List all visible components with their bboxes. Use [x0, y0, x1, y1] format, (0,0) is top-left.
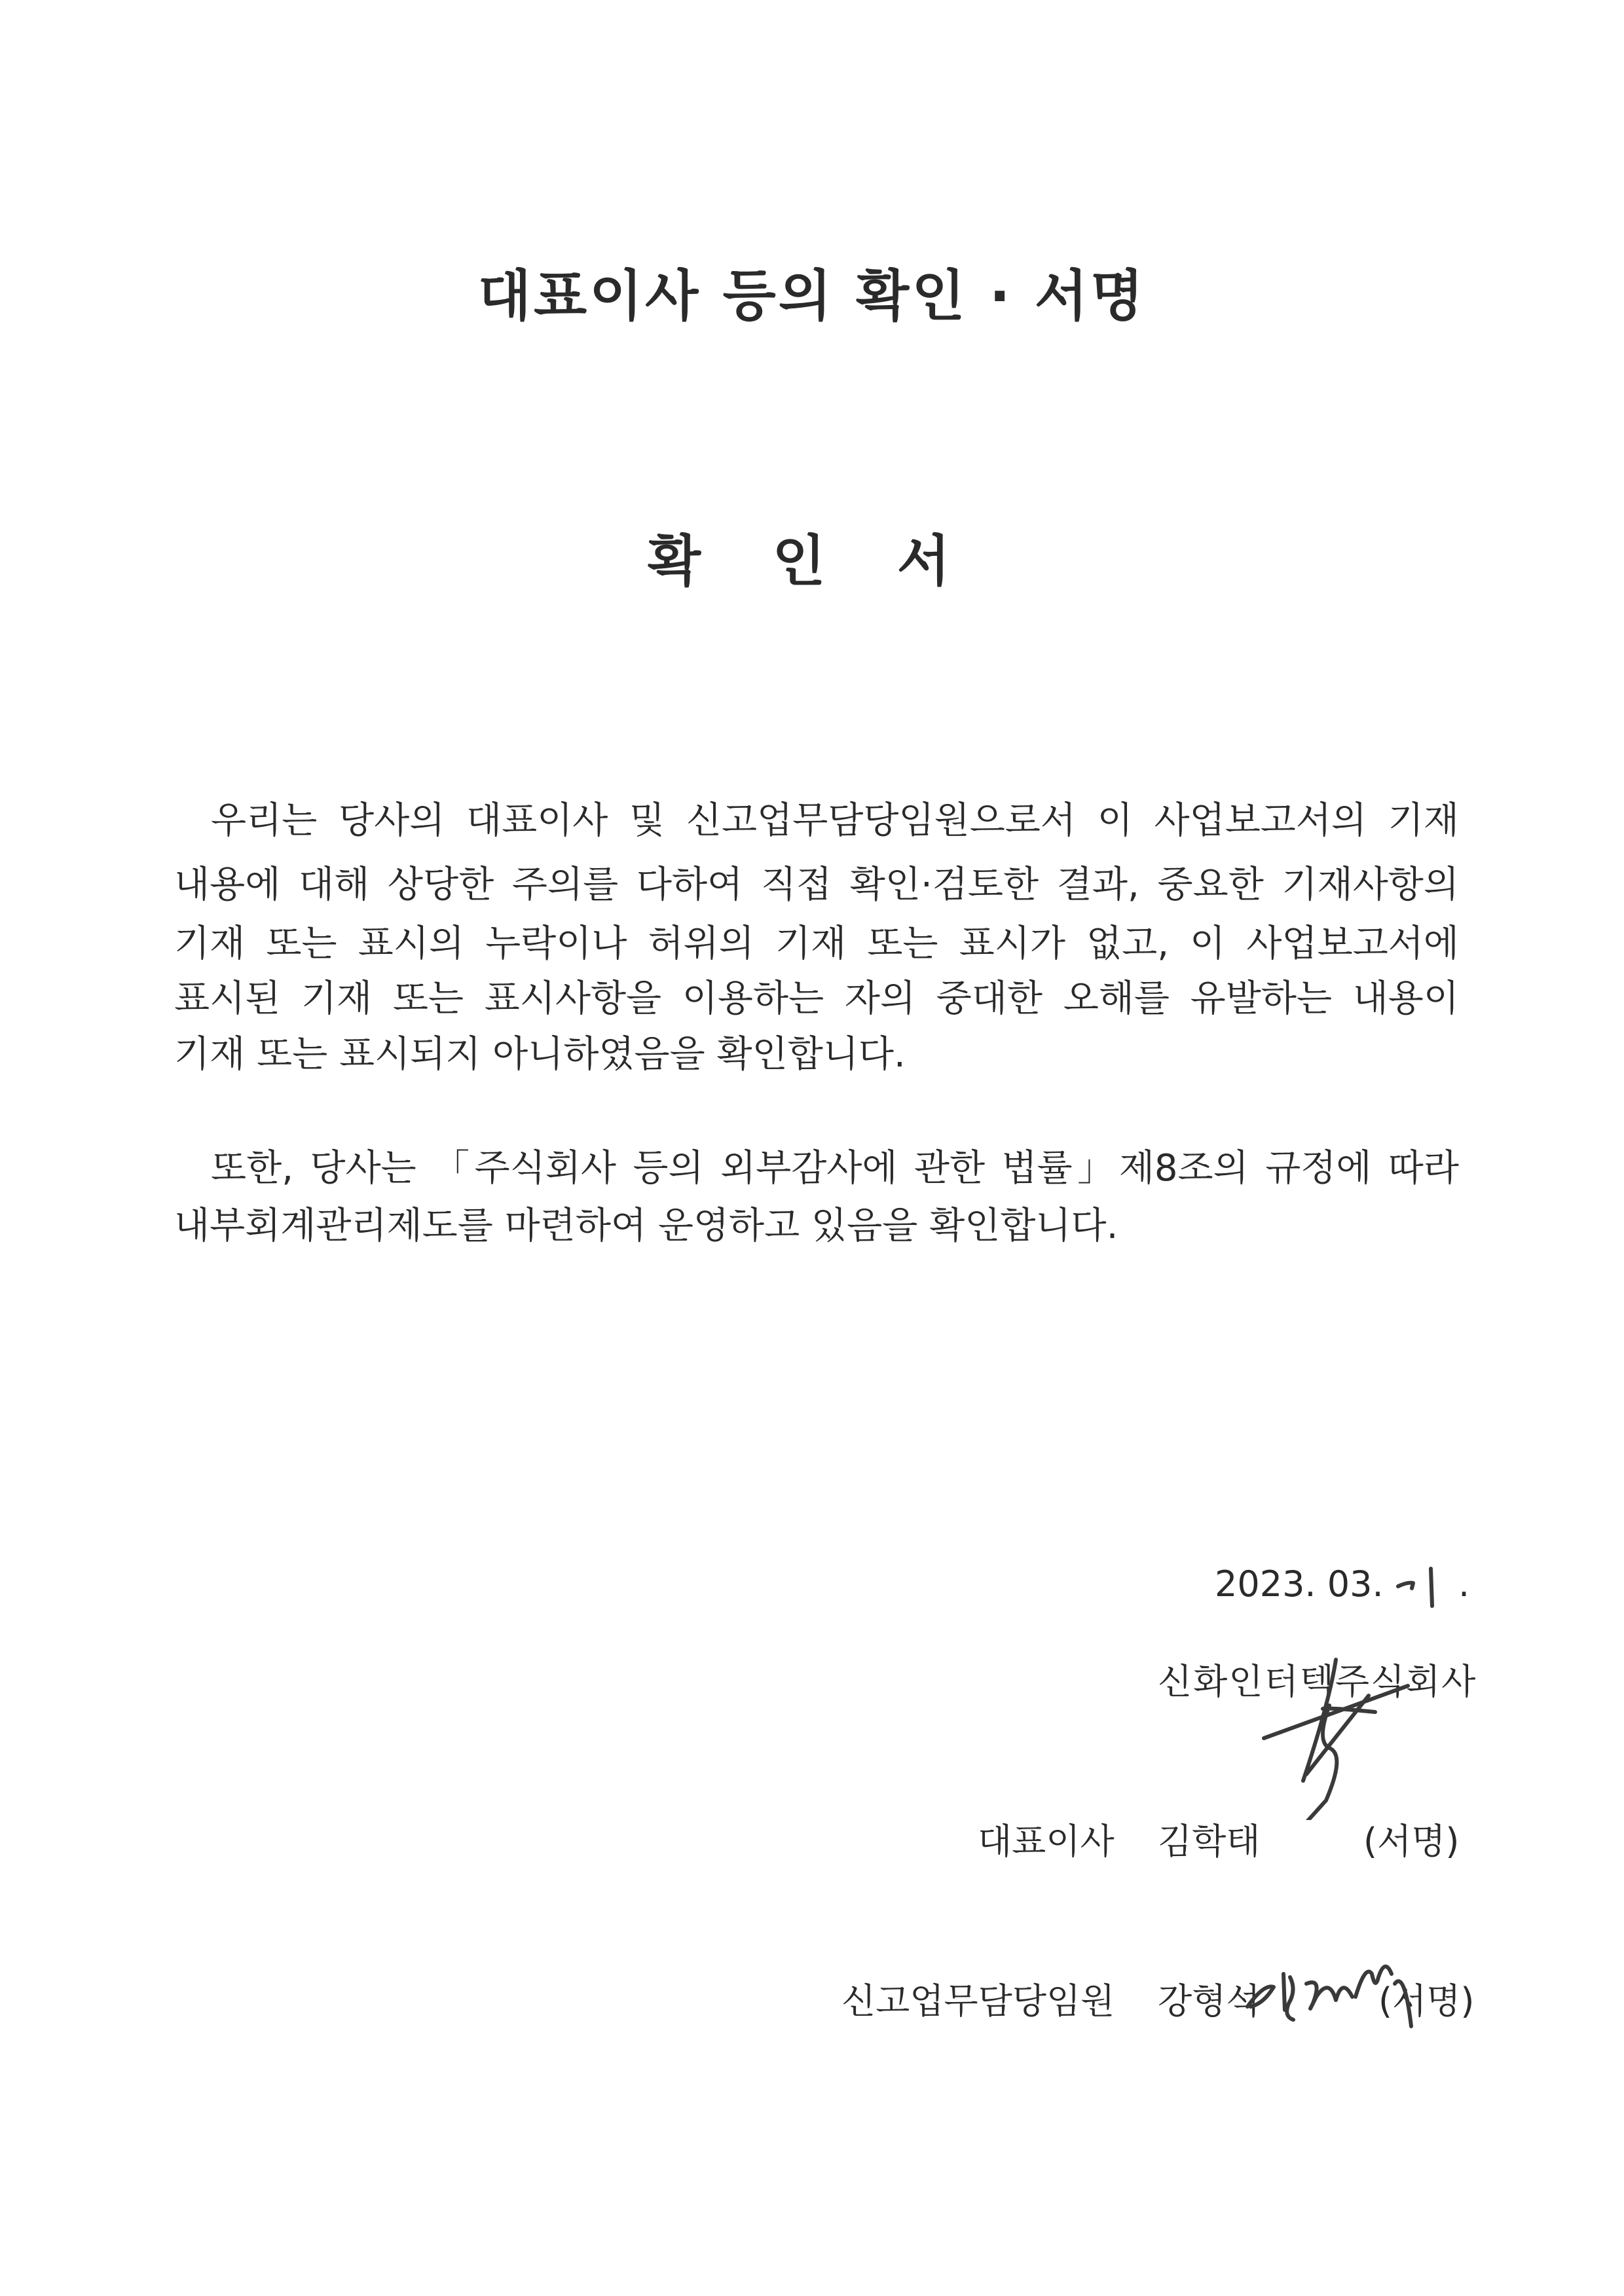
date-suffix: . [1458, 1563, 1470, 1605]
date-day-handwritten [1395, 1569, 1447, 1604]
signatory-name-disclosure-officer: 강형석 [1158, 1980, 1261, 2022]
paragraph-line: 내부회계관리제도를 마련하여 운영하고 있음을 확인합니다. [174, 1205, 1118, 1247]
sign-label-disclosure-officer: (서명) [1378, 1980, 1475, 2022]
sign-label-ceo: (서명) [1363, 1821, 1460, 1862]
paragraph-line: 표시된 기재 또는 표시사항을 이용하는 자의 중대한 오해를 유발하는 내용이 [174, 977, 1459, 1020]
date-printed: 2023. 03. [1215, 1563, 1384, 1605]
company-name: 신화인터텍주식회사 [1158, 1661, 1477, 1702]
paragraph-line: 또한, 당사는 「주식회사 등의 외부감사에 관한 법률」제8조의 규정에 따라 [211, 1147, 1459, 1190]
paragraph-line: 내용에 대해 상당한 주의를 다하여 직접 확인·검토한 결과, 중요한 기재사항의 [174, 864, 1459, 906]
ceo-signature [1257, 1650, 1493, 1820]
signatory-role-disclosure-officer: 신고업무담당임원 [841, 1980, 1115, 2022]
document-subtitle: 확 인 서 [648, 529, 976, 593]
date [1215, 1563, 1470, 1605]
signatory-role-ceo: 대표이사 [978, 1821, 1115, 1862]
document-title: 대표이사 등의 확인 · 서명 [477, 264, 1147, 328]
paragraph-line: 기재 또는 표시의 누락이나 허위의 기재 또는 표시가 없고, 이 사업보고서에 [174, 922, 1459, 965]
disclosure-officer-signature [1244, 1938, 1421, 2030]
paragraph-line: 우리는 당사의 대표이사 및 신고업무담당임원으로서 이 사업보고서의 기재 [211, 799, 1459, 842]
paragraph-line: 기재 또는 표시되지 아니하였음을 확인합니다. [174, 1033, 906, 1076]
signatory-name-ceo: 김학태 [1158, 1821, 1261, 1862]
